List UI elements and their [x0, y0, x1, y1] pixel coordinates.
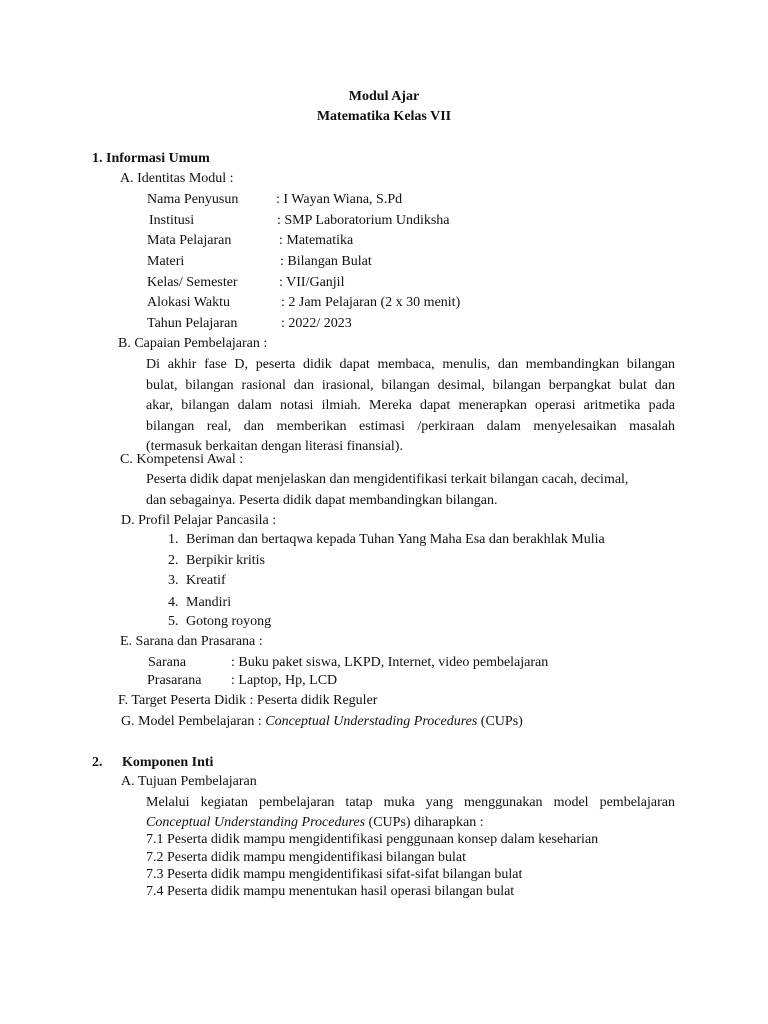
- identity-value: : SMP Laboratorium Undiksha: [277, 213, 450, 228]
- target-peserta-line: F. Target Peserta Didik : Peserta didik Reguler: [118, 693, 378, 708]
- list-number: 4.: [168, 595, 179, 610]
- paragraph-line: [146, 813, 675, 833]
- sarana-value: : Buku paket siswa, LKPD, Internet, video pembelajaran: [231, 655, 549, 670]
- tujuan-label: A. Tujuan Pembelajaran: [121, 774, 257, 789]
- list-item: Beriman dan bertaqwa kepada Tuhan Yang Maha Esa dan berakhlak Mulia: [186, 532, 605, 547]
- document-title: Modul Ajar: [348, 89, 420, 104]
- capaian-label: B. Capaian Pembelajaran :: [118, 336, 268, 351]
- paragraph-line: Di akhir fase D, peserta didik dapat membaca, menulis, dan membandingkan bilangan: [146, 357, 675, 372]
- paragraph-line: bilangan real, dan memberikan estimasi /perkiraan dalam menyelesaikan masalah: [146, 418, 675, 434]
- identity-key: Materi: [147, 254, 185, 269]
- model-suffix: (CUPs): [477, 714, 523, 729]
- paragraph-line: (termasuk berkaitan dengan literasi finansial).: [146, 439, 403, 455]
- model-prefix: G. Model Pembelajaran :: [121, 714, 266, 729]
- list-number: 1.: [168, 532, 179, 547]
- list-item: Gotong royong: [186, 614, 272, 629]
- list-number: 5.: [168, 614, 179, 629]
- identity-value: : 2 Jam Pelajaran (2 x 30 menit): [281, 295, 461, 310]
- list-item: Berpikir kritis: [186, 553, 265, 568]
- identity-value: : Matematika: [279, 233, 354, 248]
- document-subtitle: Matematika Kelas VII: [316, 109, 452, 124]
- list-number: 2.: [168, 553, 179, 568]
- cups-suffix: (CUPs) diharapkan :: [365, 815, 484, 830]
- sarana-value: : Laptop, Hp, LCD: [231, 673, 338, 688]
- list-number: 3.: [168, 573, 179, 588]
- identity-value: : Bilangan Bulat: [280, 254, 372, 269]
- paragraph-line: Peserta didik dapat menjelaskan dan mengidentifikasi terkait bilangan cacah, decimal,: [146, 472, 629, 487]
- list-item: Kreatif: [186, 573, 226, 588]
- model-pembelajaran-line: [121, 713, 523, 731]
- identity-key: Tahun Pelajaran: [147, 316, 238, 331]
- sarana-key: Prasarana: [147, 673, 202, 688]
- paragraph-line: Melalui kegiatan pembelajaran tatap muka yang menggunakan model pembelajaran: [146, 795, 675, 810]
- tujuan-intro: [146, 793, 675, 833]
- identitas-modul-label: A. Identitas Modul :: [120, 171, 234, 186]
- identity-value: : VII/Ganjil: [279, 275, 345, 290]
- identity-key: Kelas/ Semester: [147, 275, 238, 290]
- identity-key: Nama Penyusun: [147, 192, 239, 207]
- identity-value: : I Wayan Wiana, S.Pd: [276, 192, 403, 207]
- section-2-heading: Komponen Inti: [122, 755, 214, 770]
- identity-key: Alokasi Waktu: [147, 295, 230, 310]
- section-1-heading: 1. Informasi Umum: [92, 151, 210, 166]
- section-2-number: 2.: [92, 755, 103, 770]
- paragraph-line: akar, bilangan dalam notasi ilmiah. Mereka dapat menerapkan operasi aritmetika pada: [146, 398, 675, 414]
- goal-item: 7.4 Peserta didik mampu menentukan hasil operasi bilangan bulat: [146, 884, 515, 899]
- goal-item: 7.1 Peserta didik mampu mengidentifikasi penggunaan konsep dalam keseharian: [146, 832, 599, 847]
- model-name: Conceptual Understading Procedures: [265, 714, 478, 729]
- identity-key: Institusi: [149, 213, 195, 228]
- identity-key: Mata Pelajaran: [147, 233, 232, 248]
- sarana-label: E. Sarana dan Prasarana :: [120, 634, 263, 649]
- goal-item: 7.3 Peserta didik mampu mengidentifikasi sifat-sifat bilangan bulat: [146, 867, 523, 882]
- paragraph-line: dan sebagainya. Peserta didik dapat membandingkan bilangan.: [146, 492, 498, 508]
- sarana-key: Sarana: [148, 655, 187, 670]
- kompetensi-paragraph: [146, 470, 675, 511]
- capaian-paragraph: [146, 355, 675, 458]
- identity-value: : 2022/ 2023: [281, 316, 352, 331]
- paragraph-line: bulat, bilangan rasional dan irasional, bilangan desimal, bilangan berpangkat bulat dan: [146, 377, 675, 393]
- kompetensi-label: C. Kompetensi Awal :: [120, 452, 244, 467]
- cups-name: Conceptual Understanding Procedures: [146, 815, 366, 830]
- profil-label: D. Profil Pelajar Pancasila :: [121, 513, 277, 528]
- goal-item: 7.2 Peserta didik mampu mengidentifikasi bilangan bulat: [146, 850, 466, 865]
- list-item: Mandiri: [186, 595, 232, 610]
